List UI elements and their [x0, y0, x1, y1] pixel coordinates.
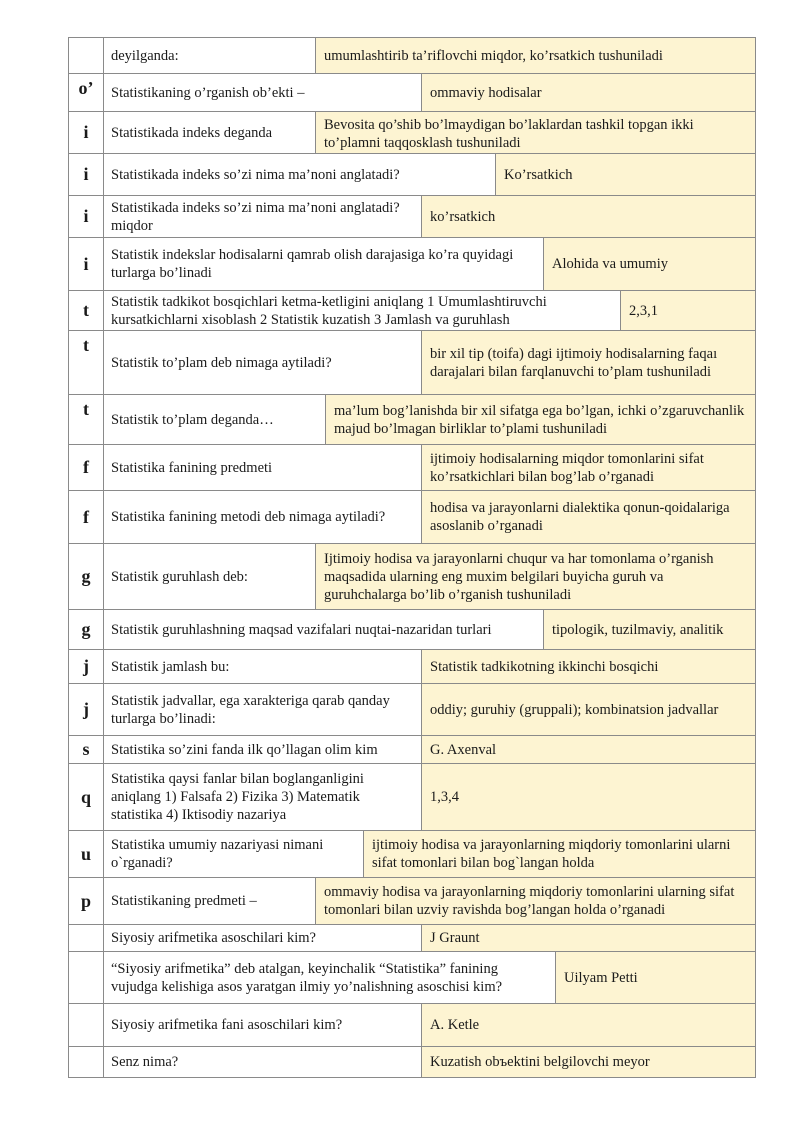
row-letter: t — [68, 395, 104, 444]
answer-cell: ma’lum bog’lanishda bir xil sifatga ega bo’lgan, ichki o’zgaruvchanlik majud bo’lmagan birliklar to’plami tushuniladi — [326, 395, 756, 444]
row-letter: i — [68, 238, 104, 290]
table-row — [68, 196, 756, 238]
table-row — [68, 395, 756, 445]
row-letter: q — [68, 764, 104, 830]
table-row — [68, 238, 756, 291]
table-row — [68, 610, 756, 650]
question-cell: deyilganda: — [104, 38, 316, 73]
answer-cell: Statistik tadkikotning ikkinchi bosqichi — [422, 650, 756, 683]
answer-cell: ommaviy hodisalar — [422, 74, 756, 111]
answer-cell: hodisa va jarayonlarni dialektika qonun-qoidalariga asoslanib o’rganadi — [422, 491, 756, 543]
row-letter: s — [68, 736, 104, 763]
question-cell: Senz nima? — [104, 1047, 422, 1077]
answer-cell: bir xil tip (toifa) dagi ijtimoiy hodisalarning faqaı darajalari bilan farqlanuvchi to’plam tushuniladi — [422, 331, 756, 394]
row-letter — [68, 1047, 104, 1077]
table-row — [68, 445, 756, 491]
question-cell: Statistikada indeks deganda — [104, 112, 316, 153]
table-row — [68, 37, 756, 74]
table-row — [68, 650, 756, 684]
table-row — [68, 925, 756, 952]
row-letter: g — [68, 610, 104, 649]
answer-cell: ko’rsatkich — [422, 196, 756, 237]
question-cell: Statistik guruhlashning maqsad vazifalari nuqtai-nazaridan turlari — [104, 610, 544, 649]
answer-cell: Uilyam Petti — [556, 952, 756, 1003]
question-cell: Siyosiy arifmetika fani asoschilari kim? — [104, 1004, 422, 1046]
answer-cell: Kuzatish obъektini belgilovchi meyor — [422, 1047, 756, 1077]
question-cell: Statistik tadkikot bosqichlari ketma-ketligini aniqlang 1 Umumlashtiruvchi kursatkichlarni xisoblash 2 Statistik kuzatish 3 Jamlash va guruhlash — [104, 291, 621, 330]
question-cell: Statistik indekslar hodisalarni qamrab olish darajasiga ko’ra quyidagi turlarga bo’linadi — [104, 238, 544, 290]
question-cell: Statistik jadvallar, ega xarakteriga qarab qanday turlarga bo’linadi: — [104, 684, 422, 735]
question-cell: Statistika umumiy nazariyasi nimani o`rganadi? — [104, 831, 364, 877]
row-letter: i — [68, 154, 104, 195]
question-cell: Statistikada indeks so’zi nima ma’noni anglatadi? miqdor — [104, 196, 422, 237]
table-row — [68, 1004, 756, 1047]
row-letter: g — [68, 544, 104, 609]
table-row — [68, 878, 756, 925]
question-cell: Statistik to’plam deb nimaga aytiladi? — [104, 331, 422, 394]
row-letter: f — [68, 445, 104, 490]
row-letter: j — [68, 684, 104, 735]
answer-cell: 2,3,1 — [621, 291, 756, 330]
question-cell: Statistik guruhlash deb: — [104, 544, 316, 609]
row-letter: i — [68, 112, 104, 153]
question-cell: Statistika so’zini fanda ilk qo’llagan olim kim — [104, 736, 422, 763]
question-cell: Statistikaning predmeti – — [104, 878, 316, 924]
row-letter — [68, 952, 104, 1003]
row-letter — [68, 1004, 104, 1046]
answer-cell: Ko’rsatkich — [496, 154, 756, 195]
row-letter: t — [68, 331, 104, 394]
table-row — [68, 331, 756, 395]
row-letter: t — [68, 291, 104, 330]
answer-cell: Alohida va umumiy — [544, 238, 756, 290]
table-row — [68, 952, 756, 1004]
row-letter: o’ — [68, 74, 104, 111]
answer-cell: umumlashtirib ta’riflovchi miqdor, ko’rsatkich tushuniladi — [316, 38, 756, 73]
row-letter — [68, 925, 104, 951]
question-cell: Statistikaning o’rganish ob’ekti – — [104, 74, 422, 111]
question-cell: “Siyosiy arifmetika” deb atalgan, keyinchalik “Statistika” fanining vujudga kelishiga asos yaratgan ilmiy yo’nalishning asoschisi kim? — [104, 952, 556, 1003]
row-letter — [68, 38, 104, 73]
question-cell: Statistik jamlash bu: — [104, 650, 422, 683]
question-cell: Statistika fanining metodi deb nimaga aytiladi? — [104, 491, 422, 543]
answer-cell: oddiy; guruhiy (gruppali); kombinatsion jadvallar — [422, 684, 756, 735]
row-letter: u — [68, 831, 104, 877]
answer-cell: ommaviy hodisa va jarayonlarning miqdoriy tomonlarini ularning sifat tomonlari bilan uzviy ravishda bog’langan holda o’rganadi — [316, 878, 756, 924]
answer-cell: A. Ketle — [422, 1004, 756, 1046]
question-cell: Statistikada indeks so’zi nima ma’noni anglatadi? — [104, 154, 496, 195]
row-letter: p — [68, 878, 104, 924]
table-row — [68, 154, 756, 196]
answer-cell: ijtimoiy hodisa va jarayonlarning miqdoriy tomonlarini ularni sifat tomonlari bilan bog`langan holda — [364, 831, 756, 877]
answer-cell: ijtimoiy hodisalarning miqdor tomonlarini sifat ko’rsatkichlari bilan bog’lab o’rganadi — [422, 445, 756, 490]
row-letter: i — [68, 196, 104, 237]
table-row — [68, 74, 756, 112]
question-cell: Statistika fanining predmeti — [104, 445, 422, 490]
answer-cell: Ijtimoiy hodisa va jarayonlarni chuqur va har tomonlama o’rganish maqsadida ularning eng muxim belgilari buyicha guruh va guruhchalarga bo’lib o’rganish tushuniladi — [316, 544, 756, 609]
question-cell: Siyosiy arifmetika asoschilari kim? — [104, 925, 422, 951]
row-letter: j — [68, 650, 104, 683]
answer-cell: tipologik, tuzilmaviy, analitik — [544, 610, 756, 649]
question-cell: Statistik to’plam deganda… — [104, 395, 326, 444]
answer-cell: 1,3,4 — [422, 764, 756, 830]
answer-cell: J Graunt — [422, 925, 756, 951]
table-row — [68, 291, 756, 331]
table-row — [68, 736, 756, 764]
table-row — [68, 112, 756, 154]
table-row — [68, 1047, 756, 1078]
table-row — [68, 764, 756, 831]
question-cell: Statistika qaysi fanlar bilan boglanganligini aniqlang 1) Falsafa 2) Fizika 3) Matematik statistika 4) Iktisodiy nazariya — [104, 764, 422, 830]
answer-cell: Bevosita qo’shib bo’lmaydigan bo’laklardan tashkil topgan ikki to’plamni taqqosklash tushuniladi — [316, 112, 756, 153]
row-letter: f — [68, 491, 104, 543]
table-row — [68, 544, 756, 610]
answer-cell: G. Axenval — [422, 736, 756, 763]
table-row — [68, 831, 756, 878]
table-row — [68, 491, 756, 544]
table-row — [68, 684, 756, 736]
qa-table — [68, 37, 756, 1078]
